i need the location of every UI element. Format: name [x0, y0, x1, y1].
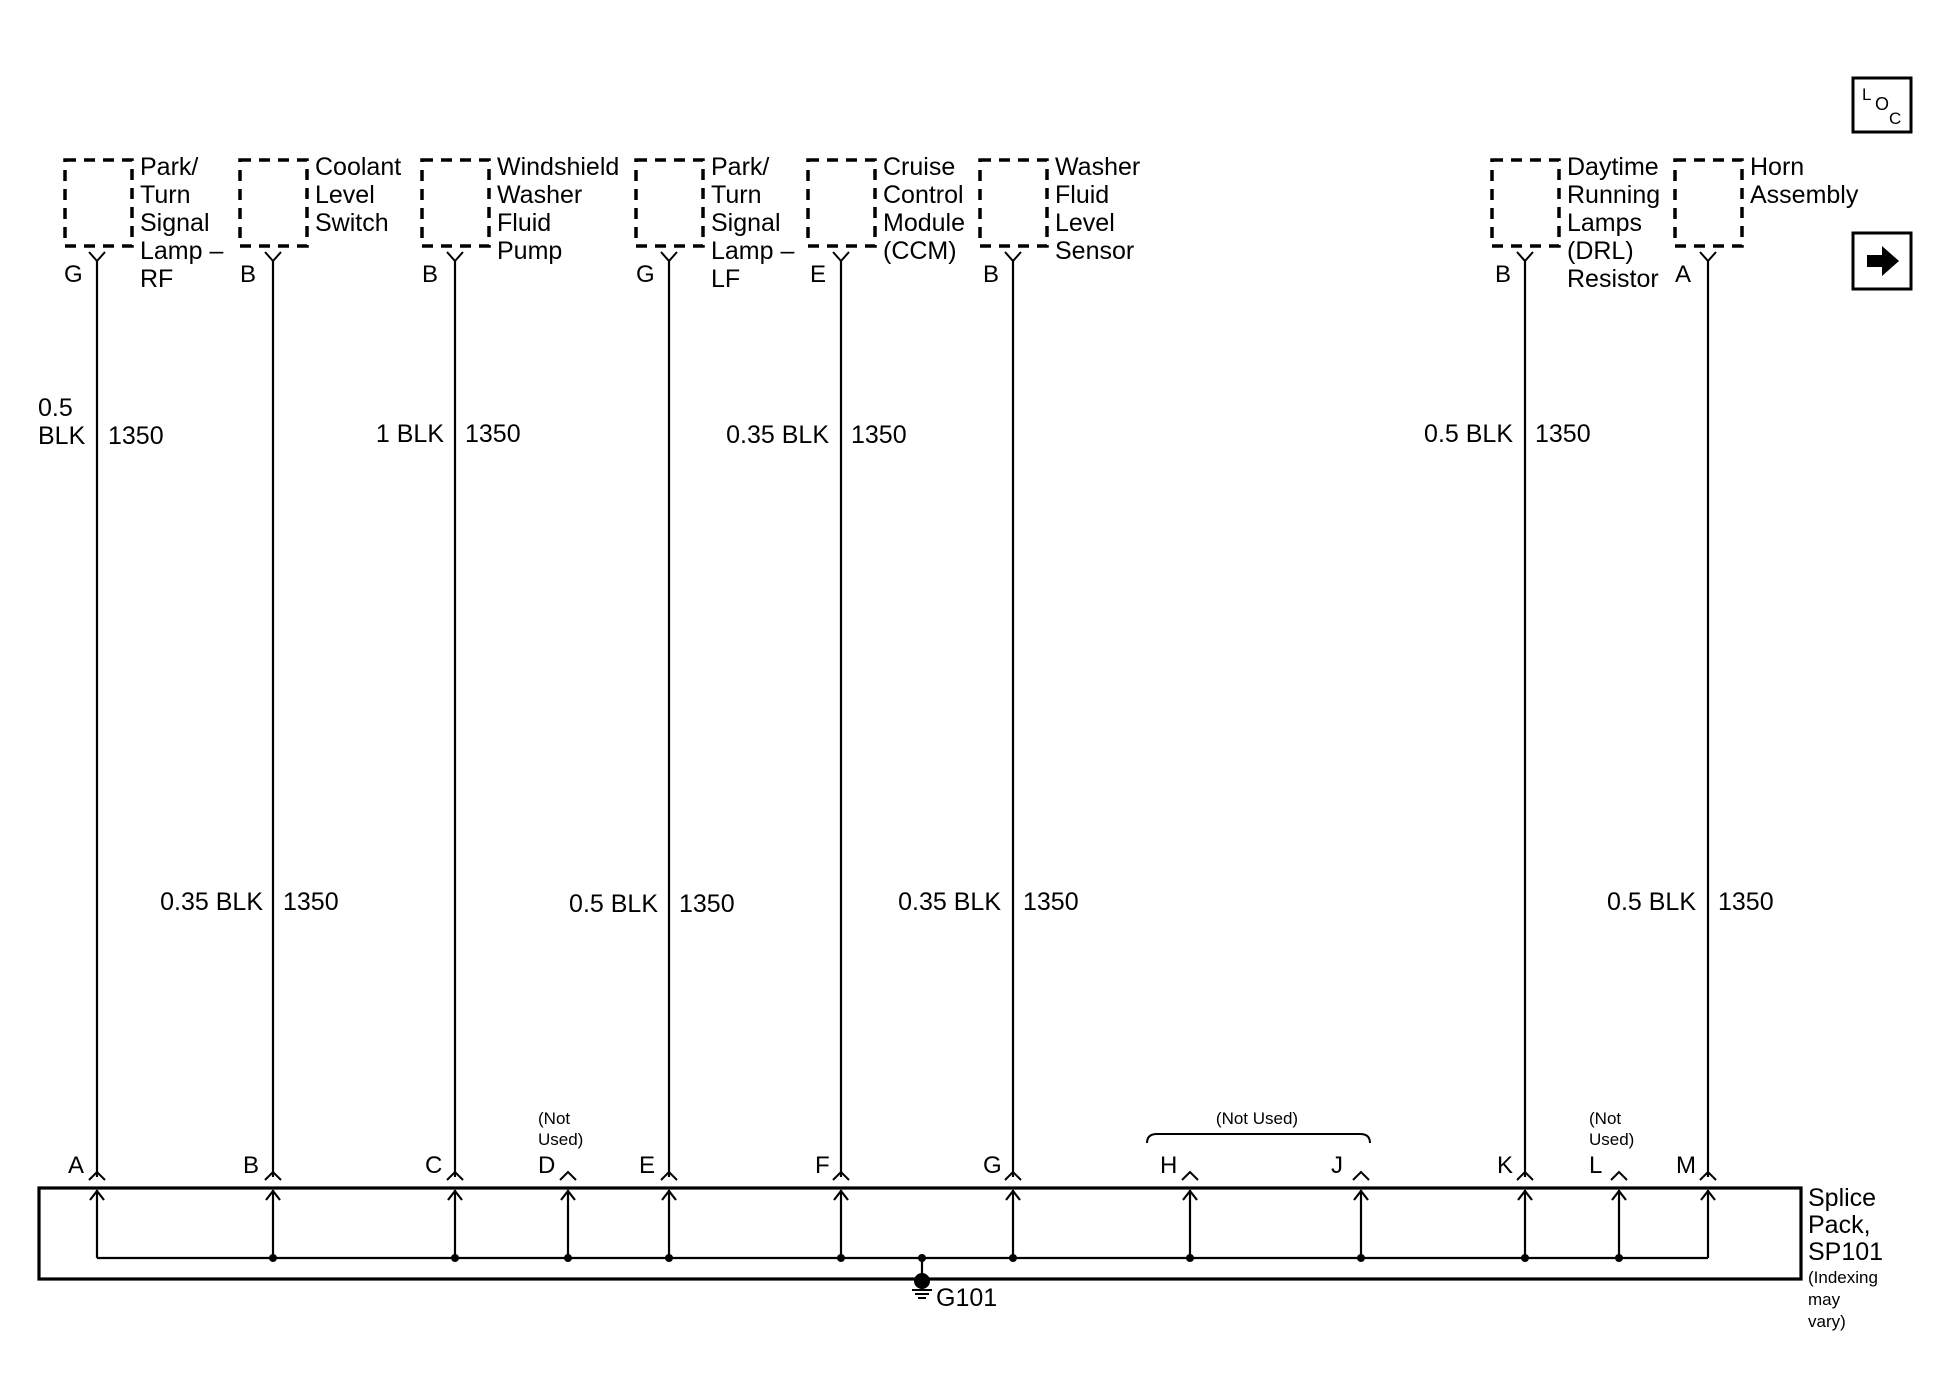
svg-text:Washer: Washer: [497, 181, 583, 209]
splice-drop-g: [1006, 1190, 1020, 1262]
svg-text:Splice: Splice: [1808, 1184, 1877, 1212]
svg-text:1 BLK: 1 BLK: [375, 420, 444, 448]
splice-connector-symbols: [89, 1172, 1716, 1180]
svg-text:E: E: [810, 261, 827, 288]
svg-text:Control: Control: [883, 181, 964, 209]
svg-text:BLK: BLK: [38, 422, 86, 450]
svg-text:Park/: Park/: [711, 153, 770, 181]
svg-text:1350: 1350: [1023, 888, 1079, 916]
splice-drop-b: [266, 1190, 280, 1262]
svg-text:Daytime: Daytime: [1567, 153, 1659, 181]
component-label-park-turn-lf: [711, 153, 794, 293]
svg-text:D: D: [538, 1152, 556, 1179]
svg-text:Used): Used): [538, 1130, 584, 1149]
svg-text:B: B: [422, 261, 439, 288]
svg-text:Lamp –: Lamp –: [711, 237, 795, 265]
svg-text:0.35 BLK: 0.35 BLK: [726, 421, 829, 449]
splice-drop-h: [1183, 1190, 1197, 1262]
component-label-cruise-control-module: [883, 153, 965, 265]
splice-pin-labels: [68, 1152, 1696, 1179]
splice-drop-e: [662, 1190, 676, 1262]
svg-text:(Not Used): (Not Used): [1215, 1109, 1299, 1128]
svg-text:Running: Running: [1567, 181, 1661, 209]
svg-text:Lamps: Lamps: [1567, 209, 1643, 237]
svg-text:1350: 1350: [1718, 888, 1774, 916]
svg-text:B: B: [1495, 261, 1512, 288]
svg-text:vary): vary): [1808, 1312, 1846, 1331]
component-label-horn-assembly: [1750, 153, 1859, 209]
svg-text:1350: 1350: [679, 890, 735, 918]
svg-text:Pack,: Pack,: [1808, 1211, 1871, 1239]
svg-text:G101: G101: [936, 1284, 998, 1312]
splice-drop-d: [561, 1190, 575, 1262]
svg-text:Level: Level: [315, 181, 375, 209]
svg-text:Turn: Turn: [140, 181, 191, 209]
svg-text:C: C: [1889, 109, 1902, 128]
svg-text:(Indexing: (Indexing: [1808, 1268, 1878, 1287]
svg-text:A: A: [1675, 261, 1692, 288]
svg-text:0.5 BLK: 0.5 BLK: [569, 890, 658, 918]
svg-text:B: B: [240, 261, 257, 288]
splice-pack-box: [39, 1188, 1801, 1279]
splice-pack-label: [1808, 1184, 1883, 1331]
svg-text:E: E: [639, 1152, 656, 1179]
svg-text:0.5 BLK: 0.5 BLK: [1607, 888, 1696, 916]
svg-text:1350: 1350: [1535, 420, 1591, 448]
component-label-park-turn-rf: [140, 153, 223, 293]
svg-text:RF: RF: [140, 265, 174, 293]
svg-text:0.5 BLK: 0.5 BLK: [1424, 420, 1513, 448]
svg-text:A: A: [68, 1152, 85, 1179]
svg-text:G: G: [64, 261, 83, 288]
svg-text:1350: 1350: [283, 888, 339, 916]
svg-text:F: F: [815, 1152, 830, 1179]
svg-text:Coolant: Coolant: [315, 153, 402, 181]
splice-drop-l: [1612, 1190, 1626, 1262]
ground-junction: [914, 1273, 930, 1289]
svg-text:Turn: Turn: [711, 181, 762, 209]
svg-text:Resistor: Resistor: [1567, 265, 1659, 293]
svg-text:G: G: [636, 261, 655, 288]
svg-text:may: may: [1808, 1290, 1841, 1309]
svg-text:(DRL): (DRL): [1567, 237, 1634, 265]
svg-text:1350: 1350: [108, 422, 164, 450]
component-label-drl-resistor: [1567, 153, 1660, 293]
svg-text:Horn: Horn: [1750, 153, 1805, 181]
svg-text:H: H: [1160, 1152, 1178, 1179]
component-label-washer-fluid-pump: [497, 153, 619, 265]
svg-text:Pump: Pump: [497, 237, 563, 265]
svg-text:(CCM): (CCM): [883, 237, 957, 265]
ground-icon: [912, 1290, 932, 1298]
svg-text:Module: Module: [883, 209, 965, 237]
not-used-notes: [538, 1109, 1634, 1149]
svg-text:0.35 BLK: 0.35 BLK: [160, 888, 263, 916]
component-label-coolant-level-switch: [315, 153, 401, 237]
ground-g101: [912, 1258, 997, 1312]
svg-text:Level: Level: [1055, 209, 1115, 237]
svg-text:Windshield: Windshield: [497, 153, 620, 181]
svg-text:Used): Used): [1589, 1130, 1635, 1149]
svg-text:Switch: Switch: [315, 209, 389, 237]
svg-text:1350: 1350: [851, 421, 907, 449]
splice-drop-f: [834, 1190, 848, 1262]
svg-text:J: J: [1331, 1152, 1343, 1179]
component-pin-labels: [64, 261, 1691, 288]
splice-drop-m: [1701, 1190, 1715, 1258]
svg-text:K: K: [1497, 1152, 1514, 1179]
svg-text:Lamp –: Lamp –: [140, 237, 224, 265]
svg-text:Signal: Signal: [711, 209, 781, 237]
svg-text:Fluid: Fluid: [1055, 181, 1110, 209]
svg-text:Fluid: Fluid: [497, 209, 552, 237]
next-page-button[interactable]: [1853, 233, 1911, 289]
splice-drop-j: [1354, 1190, 1368, 1262]
svg-text:Cruise: Cruise: [883, 153, 956, 181]
svg-text:0.5: 0.5: [38, 394, 73, 422]
splice-pack-internals: [90, 1190, 1715, 1262]
svg-text:LF: LF: [711, 265, 741, 293]
loc-button[interactable]: [1853, 78, 1911, 132]
svg-text:1350: 1350: [465, 420, 521, 448]
svg-text:0.35 BLK: 0.35 BLK: [898, 888, 1001, 916]
svg-text:L: L: [1862, 85, 1872, 104]
splice-drop-k: [1518, 1190, 1532, 1262]
svg-text:Washer: Washer: [1055, 153, 1141, 181]
svg-text:Signal: Signal: [140, 209, 210, 237]
not-used-bracket: [1147, 1134, 1370, 1143]
splice-drop-a: [90, 1190, 104, 1258]
svg-text:M: M: [1676, 1152, 1696, 1179]
svg-text:Sensor: Sensor: [1055, 237, 1135, 265]
splice-drop-c: [448, 1190, 462, 1262]
svg-text:SP101: SP101: [1808, 1238, 1884, 1266]
svg-text:C: C: [425, 1152, 443, 1179]
svg-text:B: B: [983, 261, 1000, 288]
wires: [97, 261, 1708, 1177]
svg-text:Assembly: Assembly: [1750, 181, 1859, 209]
svg-text:(Not: (Not: [538, 1109, 571, 1128]
svg-text:G: G: [983, 1152, 1002, 1179]
svg-text:B: B: [243, 1152, 260, 1179]
component-label-washer-fluid-level-sensor: [1055, 153, 1140, 265]
svg-text:Park/: Park/: [140, 153, 199, 181]
svg-text:O: O: [1875, 94, 1890, 114]
svg-text:L: L: [1589, 1152, 1603, 1179]
svg-text:(Not: (Not: [1589, 1109, 1622, 1128]
wire-labels: [38, 394, 1774, 918]
